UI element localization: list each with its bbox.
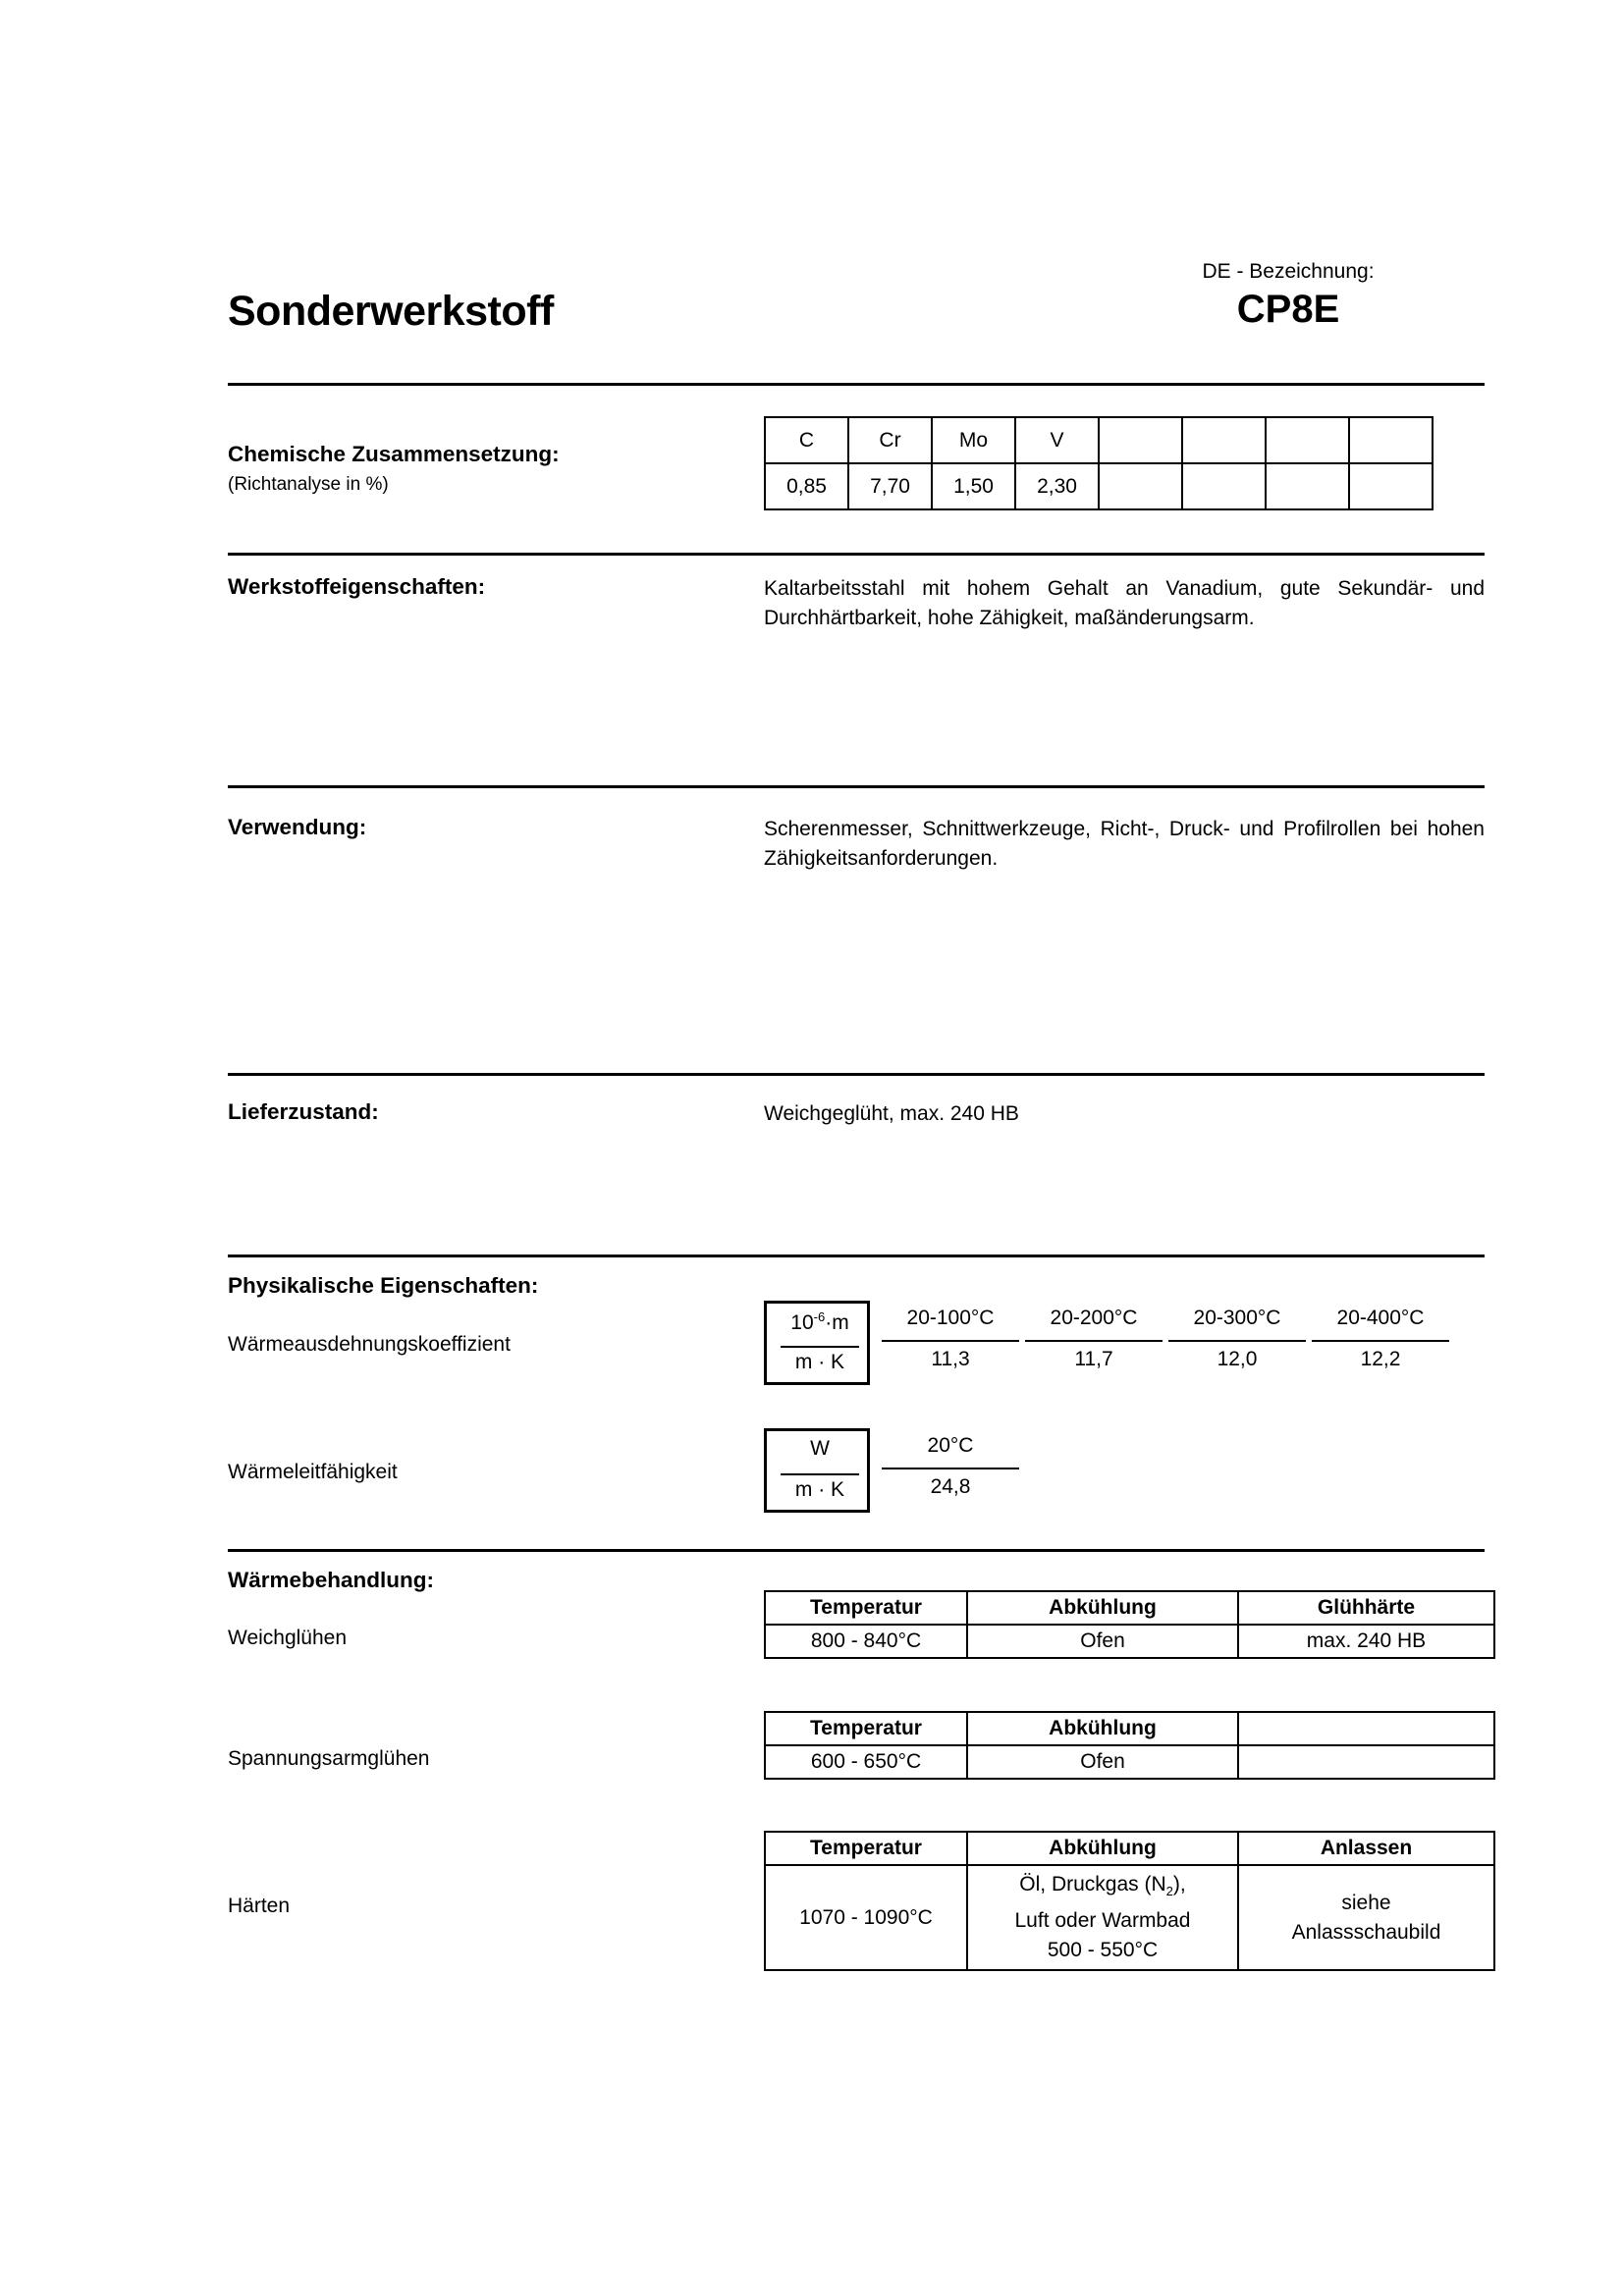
unit-numerator: W: [810, 1437, 830, 1460]
column-header: Anlassen: [1238, 1832, 1494, 1865]
table-row-values: [765, 463, 1433, 509]
chem-element: C: [765, 417, 848, 463]
unit-bracket-right: [854, 1428, 870, 1513]
cell-temperature: 800 - 840°C: [765, 1625, 967, 1658]
divider-chemical: [228, 553, 1485, 556]
column-header: [1238, 1712, 1494, 1745]
chemical-composition-table: [764, 416, 1434, 510]
column-header: Temperatur: [765, 1712, 967, 1745]
expansion-col-value: 11,3: [931, 1348, 970, 1370]
chem-element: [1182, 417, 1266, 463]
column-header: Temperatur: [765, 1832, 967, 1865]
chem-value: 1,50: [932, 463, 1015, 509]
designation-value: CP8E: [1236, 288, 1340, 331]
divider-physical: [228, 1549, 1485, 1552]
cell-temperature: 600 - 650°C: [765, 1745, 967, 1779]
heat-row-label-hardening: Härten: [228, 1895, 291, 1917]
chem-value: [1266, 463, 1349, 509]
cell-cooling: Öl, Druckgas $(N_2)$, Luft oder Warmbad 500 - 550°C: [967, 1865, 1238, 1970]
cell-temperature: 1070 - 1090°C: [765, 1865, 967, 1970]
divider-delivery: [228, 1255, 1485, 1257]
section-title-usage: Verwendung:: [228, 815, 367, 839]
heat-table-annealing: [764, 1590, 1495, 1659]
section-title-properties: Werkstoffeigenschaften:: [228, 574, 486, 599]
fraction-line: [781, 1346, 859, 1348]
expansion-col-value: 12,2: [1360, 1348, 1401, 1370]
divider-properties: [228, 785, 1485, 788]
chem-value: 2,30: [1015, 463, 1099, 509]
table-row: [765, 1712, 1494, 1745]
chem-value: 7,70: [848, 463, 932, 509]
chem-element: Cr: [848, 417, 932, 463]
usage-text: Scherenmesser, Schnittwerkzeuge, Richt-, Druck- und Profilrollen bei hohen Zähigkeitsanforderungen.: [764, 818, 1485, 870]
table-row: [765, 1591, 1494, 1625]
section-title-heat-treatment: Wärmebehandlung:: [228, 1568, 435, 1592]
conductivity-values: [764, 1428, 1485, 1526]
expansion-col-head: 20-300°C: [1193, 1307, 1281, 1329]
unit-numerator: $10^{-6}\cdot m$: [790, 1309, 849, 1334]
table-row: [765, 1865, 1494, 1970]
chem-value: [1182, 463, 1266, 509]
cell-hardness: max. 240 HB: [1238, 1625, 1494, 1658]
conductivity-col-head: 20°C: [927, 1434, 974, 1457]
column-header: Glühhärte: [1238, 1591, 1494, 1625]
chem-element: [1266, 417, 1349, 463]
unit-denominator: m · K: [794, 1351, 845, 1373]
expansion-col-head: 20-400°C: [1336, 1307, 1425, 1329]
column-header: Abkühlung: [967, 1712, 1238, 1745]
chem-value: 0,85: [765, 463, 848, 509]
expansion-col-head: 20-200°C: [1050, 1307, 1138, 1329]
table-row-elements: [765, 417, 1433, 463]
table-row: [765, 1832, 1494, 1865]
chemical-subtitle: (Richtanalyse in %): [228, 474, 389, 495]
unit-denominator: m · K: [794, 1478, 845, 1501]
properties-text: Kaltarbeitsstahl mit hohem Gehalt an Vanadium, gute Sekundär- und Durchhärtbarkeit, hohe Zähigkeit, maßänderungsarm.: [764, 577, 1485, 629]
chem-element: [1349, 417, 1433, 463]
expansion-col-head: 20-100°C: [906, 1307, 995, 1329]
page-title: Sonderwerkstoff: [228, 288, 554, 335]
fraction-line: [781, 1473, 859, 1475]
table-row: [765, 1625, 1494, 1658]
cell-cooling: Ofen: [967, 1625, 1238, 1658]
column-header: Temperatur: [765, 1591, 967, 1625]
column-header: Abkühlung: [967, 1591, 1238, 1625]
expansion-label: Wärmeausdehnungskoeffizient: [228, 1333, 511, 1356]
chem-value: [1349, 463, 1433, 509]
column-header: Abkühlung: [967, 1832, 1238, 1865]
expansion-values: [764, 1301, 1485, 1399]
table-row: [765, 1745, 1494, 1779]
heat-row-label-annealing: Weichglühen: [228, 1627, 348, 1649]
unit-bracket-right: [854, 1301, 870, 1385]
expansion-col-value: 11,7: [1074, 1348, 1113, 1370]
expansion-col-value: 12,0: [1217, 1348, 1258, 1370]
heat-table-stress-relief: [764, 1711, 1495, 1780]
heat-row-label-stress-relief: Spannungsarmglühen: [228, 1747, 430, 1770]
delivery-text: Weichgeglüht, max. 240 HB: [764, 1102, 1019, 1125]
conductivity-col-value: 24,8: [930, 1475, 971, 1498]
section-title-chemical: Chemische Zusammensetzung:: [228, 442, 560, 466]
cell-tempering: siehe Anlassschaubild: [1238, 1865, 1494, 1970]
chem-element: [1099, 417, 1182, 463]
divider-usage: [228, 1073, 1485, 1076]
cell-empty: [1238, 1745, 1494, 1779]
chem-value: [1099, 463, 1182, 509]
designation-label: DE - Bezeichnung:: [1202, 260, 1375, 283]
section-title-physical: Physikalische Eigenschaften:: [228, 1273, 539, 1298]
chem-element: Mo: [932, 417, 1015, 463]
divider-header: [228, 383, 1485, 386]
chem-element: V: [1015, 417, 1099, 463]
conductivity-label: Wärmeleitfähigkeit: [228, 1461, 398, 1483]
section-title-delivery: Lieferzustand:: [228, 1099, 379, 1124]
cell-cooling: Ofen: [967, 1745, 1238, 1779]
heat-table-hardening: [764, 1831, 1495, 1971]
